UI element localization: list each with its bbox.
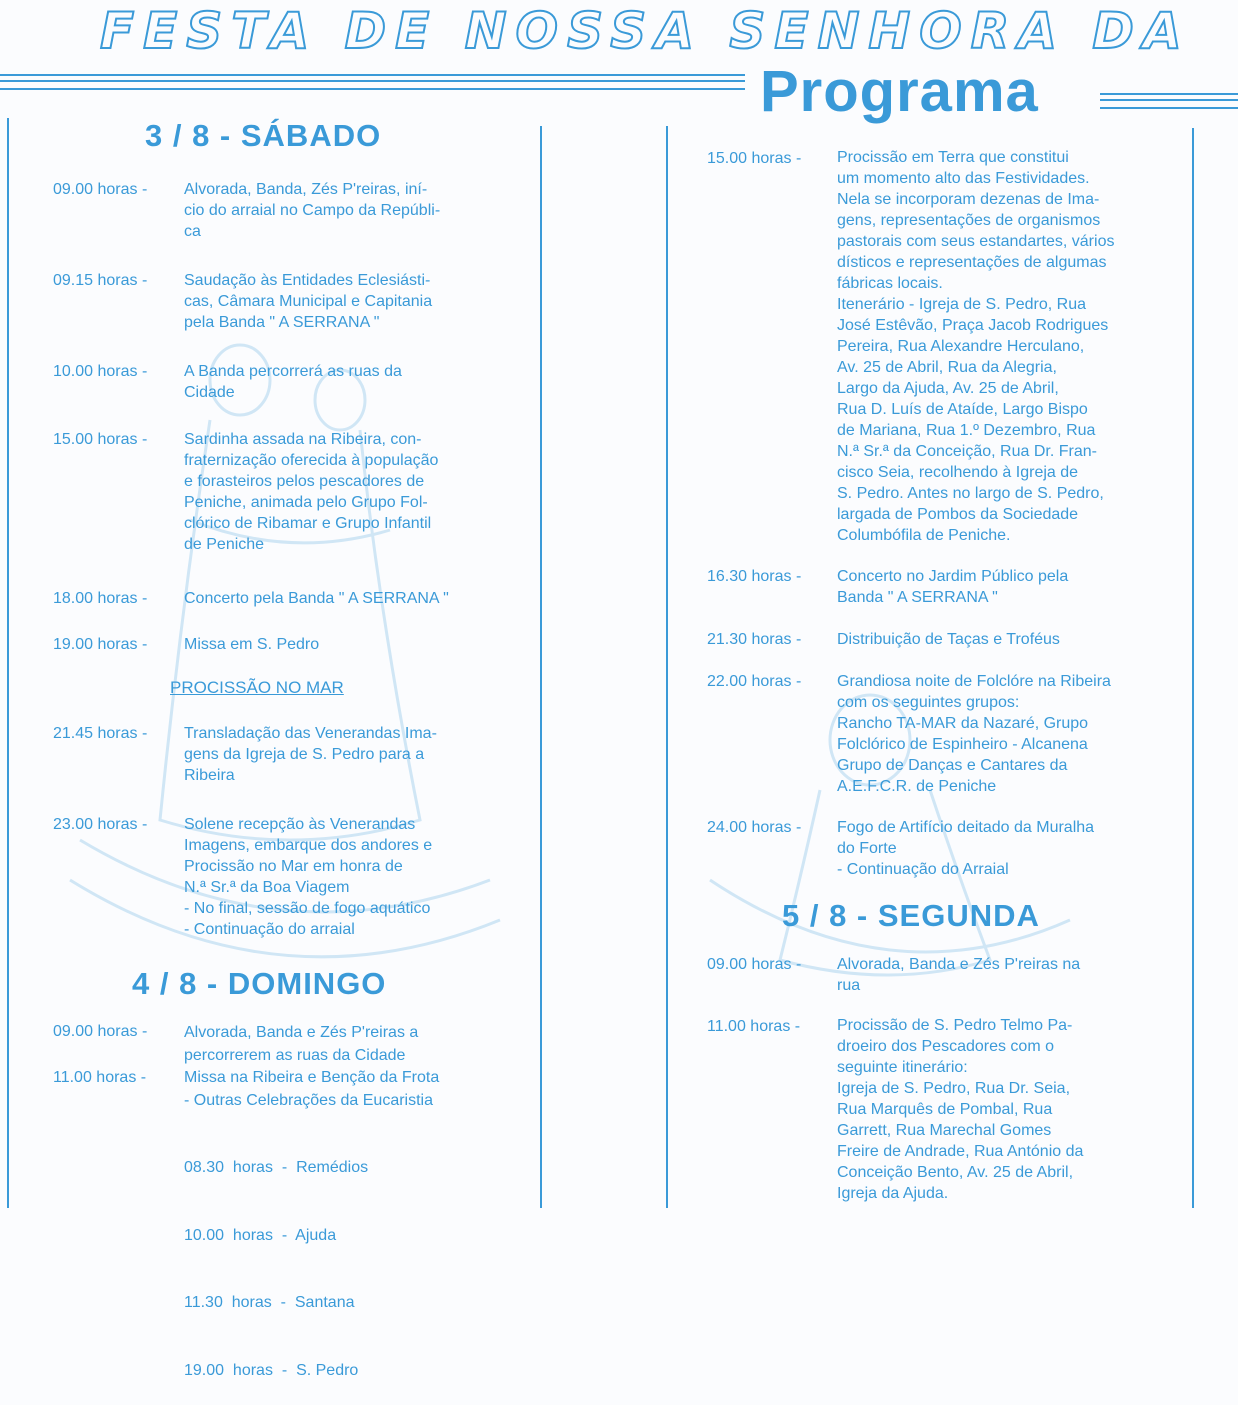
day-heading-monday: 5 / 8 - SEGUNDA	[782, 898, 1040, 933]
festival-title: FESTA DE NOSSA SENHORA DA	[100, 2, 1191, 60]
event-time: 21.45 horas -	[53, 725, 148, 742]
column-divider-middle-right	[666, 126, 668, 1208]
event-description: Missa em S. Pedro	[184, 636, 320, 653]
event-time: 16.30 horas -	[707, 568, 802, 585]
event-time: 23.00 horas -	[53, 816, 148, 833]
event-time: 19.00 horas -	[53, 636, 148, 653]
title-rule-right	[1100, 93, 1238, 109]
event-description: Procissão de S. Pedro Telmo Pa- droeiro dos Pescadores com o seguinte itinerário: Igreja de S. Pedro, Rua Dr. Seia, Rua Marquês de Pombal, Rua Garrett, Rua Marechal Gomes Freire de Andrade, Rua António da Conceição Bento, Av. 25 de Abril, Igreja da Ajuda.	[837, 1017, 1084, 1202]
procession-at-sea-subheading: PROCISSÃO NO MAR	[170, 678, 344, 697]
mass-time-item: 11.30 horas - Santana	[184, 1294, 355, 1311]
event-time: 18.00 horas -	[53, 590, 148, 607]
event-description: Transladação das Venerandas Ima- gens da Igreja de S. Pedro para a Ribeira	[184, 725, 437, 784]
column-divider-left	[7, 118, 9, 1208]
day-heading-sunday: 4 / 8 - DOMINGO	[132, 966, 387, 1001]
event-description: Saudação às Entidades Eclesiásti- cas, Câmara Municipal e Capitania pela Banda " A SERRANA "	[184, 272, 433, 331]
event-description: Distribuição de Taças e Troféus	[837, 631, 1060, 648]
event-time: 11.00 horas -	[707, 1018, 801, 1035]
event-time: 21.30 horas -	[707, 631, 802, 648]
event-time: 09.00 horas -	[53, 1023, 148, 1040]
event-description: Missa na Ribeira e Benção da Frota - Outras Celebrações da Eucaristia	[184, 1069, 440, 1109]
mass-time-item: 08.30 horas - Remédios	[184, 1159, 369, 1176]
mass-schedule	[184, 1112, 368, 1405]
event-time: 15.00 horas -	[707, 150, 802, 167]
event-time: 22.00 horas -	[707, 673, 802, 690]
event-time: 09.00 horas -	[707, 956, 802, 973]
event-time: 11.00 horas -	[53, 1069, 147, 1086]
event-description: Sardinha assada na Ribeira, con- fraternização oferecida à população e forasteiros pelos pescadores de Peniche, animada pelo Grupo Fol- clórico de Ribamar e Grupo Infantil de Peniche	[184, 431, 439, 553]
event-time: 24.00 horas -	[707, 819, 802, 836]
event-description: Concerto no Jardim Público pela Banda " A SERRANA "	[837, 568, 1069, 606]
mass-time-item: 10.00 horas - Ajuda	[184, 1226, 337, 1244]
event-description: A Banda percorrerá as ruas da Cidade	[184, 363, 402, 401]
event-description: Concerto pela Banda " A SERRANA "	[184, 590, 449, 607]
event-description: Fogo de Artifício deitado da Muralha do Forte - Continuação do Arraial	[837, 819, 1095, 878]
event-description: Solene recepção às Venerandas Imagens, embarque dos andores e Procissão no Mar em honra de N.ª Sr.ª da Boa Viagem - No final, sessão de fogo aquático - Continuação do arraial	[184, 816, 433, 938]
event-description: Procissão em Terra que constitui um momento alto das Festividades. Nela se incorporam dezenas de Ima- gens, representações de organismos pastorais com seus estandartes, vários dísticos e representações de algumas fábricas locais. Itenerário - Igreja de S. Pedro, Rua José Estêvão, Praça Jacob Rodrigues Pereira, Rua Alexandre Herculano, Av. 25 de Abril, Rua da Alegria, Largo da Ajuda, Av. 25 de Abril, Rua D. Luís de Ataíde, Largo Bispo de Mariana, Rua 1.º Dezembro, Rua N.ª Sr.ª da Conceição, Rua Dr. Fran- cisco Seia, recolhendo à Igreja de S. Pedro. Antes no largo de S. Pedro, largada de Pombos da Sociedade Columbófila de Peniche.	[837, 149, 1115, 544]
column-divider-right	[1192, 128, 1194, 1208]
event-description: Alvorada, Banda e Zés P'reiras na rua	[837, 956, 1081, 994]
day-heading-saturday: 3 / 8 - SÁBADO	[145, 118, 382, 153]
event-time: 09.00 horas -	[53, 181, 148, 198]
event-description: Grandiosa noite de Folclóre na Ribeira com os seguintes grupos: Rancho TA-MAR da Nazaré, Grupo Folclórico de Espinheiro - Alcanena Grupo de Danças e Cantares da A.E.F.C.R. de Peniche	[837, 673, 1111, 795]
mass-time-item: 19.00 horas - S. Pedro	[184, 1361, 359, 1379]
column-divider-middle-left	[540, 126, 542, 1208]
event-time: 15.00 horas -	[53, 431, 148, 448]
event-description: Alvorada, Banda, Zés P'reiras, iní- cio do arraial no Campo da Repúbli- ca	[184, 181, 441, 240]
event-time: 09.15 horas -	[53, 272, 148, 289]
title-rule-left	[0, 74, 745, 90]
event-description: Alvorada, Banda e Zés P'reiras a percorrerem as ruas da Cidade	[184, 1024, 419, 1064]
event-time: 10.00 horas -	[53, 363, 148, 380]
programa-heading: Programa	[760, 59, 1039, 124]
